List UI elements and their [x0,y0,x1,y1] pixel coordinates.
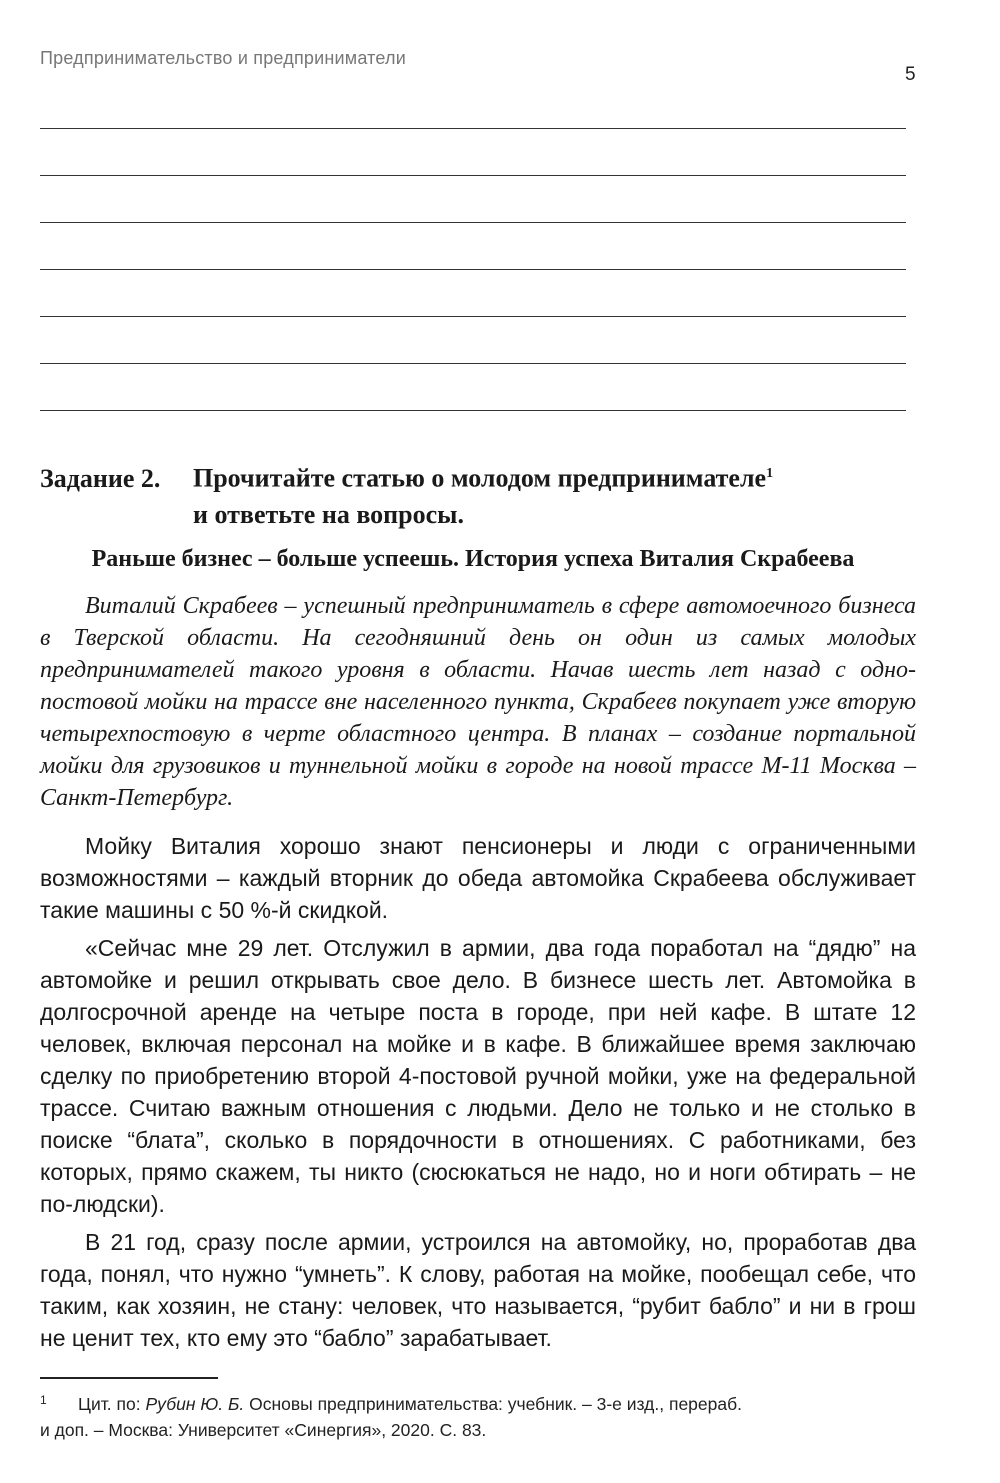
answer-line [40,363,906,364]
footnote-prefix: Цит. по: [78,1394,146,1414]
answer-line [40,316,906,317]
footnote [40,1391,920,1443]
answer-line [40,269,906,270]
footnote-rule [40,1377,218,1379]
answer-line [40,410,906,411]
running-title: Предпринимательство и предприниматели [40,48,406,68]
task-instruction-line2: и ответьте на вопросы. [193,499,464,529]
answer-line [40,128,906,129]
footnote-text-line2: и доп. – Москва: Университет «Синергия», 2020. С. 83. [40,1420,487,1440]
article-title: Раньше бизнес – больше успеешь. История успеха Виталия Скрабеева [91,546,855,572]
page-number: 5 [905,64,916,85]
task-instruction-line1: Прочитайте статью о молодом предпринимателе [193,463,767,493]
article-paragraph: Мойку Виталия хорошо знают пенсионеры и люди с ограниченными возможностями – каждый вторник до обеда автомойка Скрабеева обслуживает такие машины с 50 %-й скидкой. [40,833,916,923]
article-paragraph: «Сейчас мне 29 лет. Отслужил в армии, два года поработал на “дядю” на автомойке и решил открывать свое дело. В бизнесе шесть лет. Автомойка в долгосрочной аренде на четыре поста в городе, при ней кафе. В штате 12 человек, включая персонал на мойке и в кафе. В ближайшее время заключаю сделку по приобретению второй 4-постовой ручной мойки, уже на федеральной трассе. Считаю важным отношения с людьми. Дело не только и не столько в поиске “блата”, сколько в порядочности в отношениях. С работниками, без которых, прямо скажем, ты никто (сюсюкаться не надо, но и ноги обтирать – не по-людски). [40,935,916,1217]
task-heading [40,456,940,533]
article-body [40,830,916,1360]
article-lead: Виталий Скрабеев – успешный предприниматель в сфере автомоечного бизнеса в Тверской области. На сегодняшний день он один из самых молодых предпринимателей такого уровня в области. Начав шесть лет назад с одно-постовой мойки на трассе вне населенного пункта, Скрабеев покупает уже вторую четырехпостовую в черте областного центра. В планах – создание портальной мойки для грузовиков и туннельной мойки в городе на новой трассе М-11 Москва – Санкт-Петербург. [40,593,916,811]
footnote-text-line1: Основы предпринимательства: учебник. – 3-е изд., перераб. [244,1394,743,1414]
answer-line [40,175,906,176]
footnote-reference: 1 [766,466,774,481]
answer-lines [40,128,906,457]
footnote-mark: 1 [40,1393,47,1407]
article-paragraph: В 21 год, сразу после армии, устроился на автомойку, но, проработав два года, понял, что нужно “умнеть”. К слову, работая на мойке, пообещал себе, что таким, как хозяин, не стану: человек, что называется, “рубит бабло” и ни в грош не ценит тех, кто ему это “бабло” зарабатывает. [40,1229,916,1351]
answer-line [40,222,906,223]
task-number: Задание 2. [40,463,161,493]
footnote-author: Рубин Ю. Б. [145,1394,245,1414]
